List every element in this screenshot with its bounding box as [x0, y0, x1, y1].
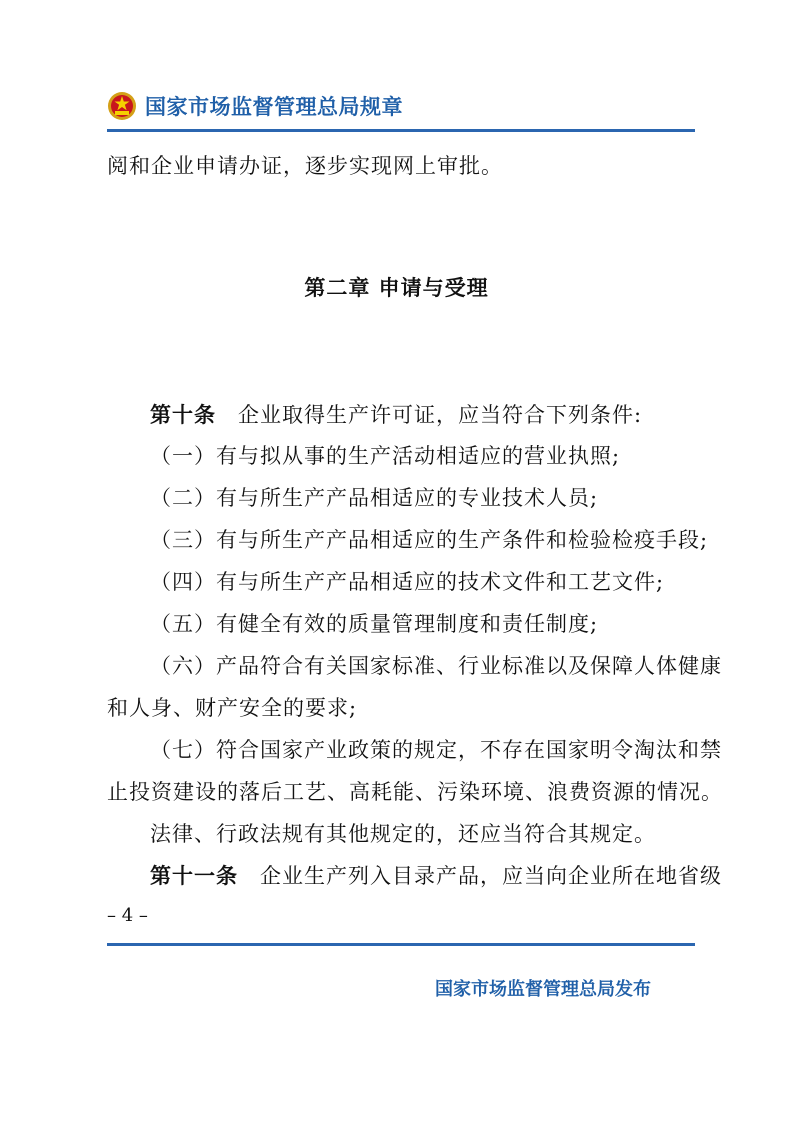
- article-11-text: 企业生产列入目录产品，应当向企业所在地省级: [260, 864, 722, 888]
- continued-text: 阅和企业申请办证，逐步实现网上审批。: [107, 154, 503, 178]
- condition-item-6-line-2: 和人身、财产安全的要求;: [107, 696, 358, 720]
- header-divider: [107, 129, 695, 132]
- page-header: [107, 88, 403, 124]
- chapter-heading: 第二章 申请与受理: [304, 276, 489, 300]
- condition-item-7-line-2: 止投资建设的落后工艺、高耗能、污染环境、浪费资源的情况。: [107, 780, 723, 804]
- national-emblem-icon: [107, 91, 137, 121]
- condition-item-6-line-1: （六）产品符合有关国家标准、行业标准以及保障人体健康: [150, 654, 722, 678]
- article-11: [150, 860, 722, 890]
- footer-publisher: 国家市场监督管理总局发布: [435, 979, 651, 1000]
- article-10-label: 第十条: [150, 403, 216, 427]
- header-title: 国家市场监督管理总局规章: [145, 95, 403, 119]
- footer-divider: [107, 943, 695, 946]
- condition-item-4: （四）有与所生产产品相适应的技术文件和工艺文件;: [150, 570, 665, 594]
- page-number: – 4 –: [107, 905, 148, 926]
- article-11-label: 第十一条: [150, 864, 238, 888]
- condition-item-3: （三）有与所生产产品相适应的生产条件和检验检疫手段;: [150, 528, 709, 552]
- condition-item-2: （二）有与所生产产品相适应的专业技术人员;: [150, 486, 599, 510]
- condition-item-1: （一）有与拟从事的生产活动相适应的营业执照;: [150, 444, 621, 468]
- article-10: [150, 399, 642, 429]
- law-clause: 法律、行政法规有其他规定的，还应当符合其规定。: [150, 822, 656, 846]
- condition-item-7-line-1: （七）符合国家产业政策的规定，不存在国家明令淘汰和禁: [150, 738, 722, 762]
- condition-item-5: （五）有健全有效的质量管理制度和责任制度;: [150, 612, 599, 636]
- article-10-text: 企业取得生产许可证，应当符合下列条件:: [238, 403, 643, 427]
